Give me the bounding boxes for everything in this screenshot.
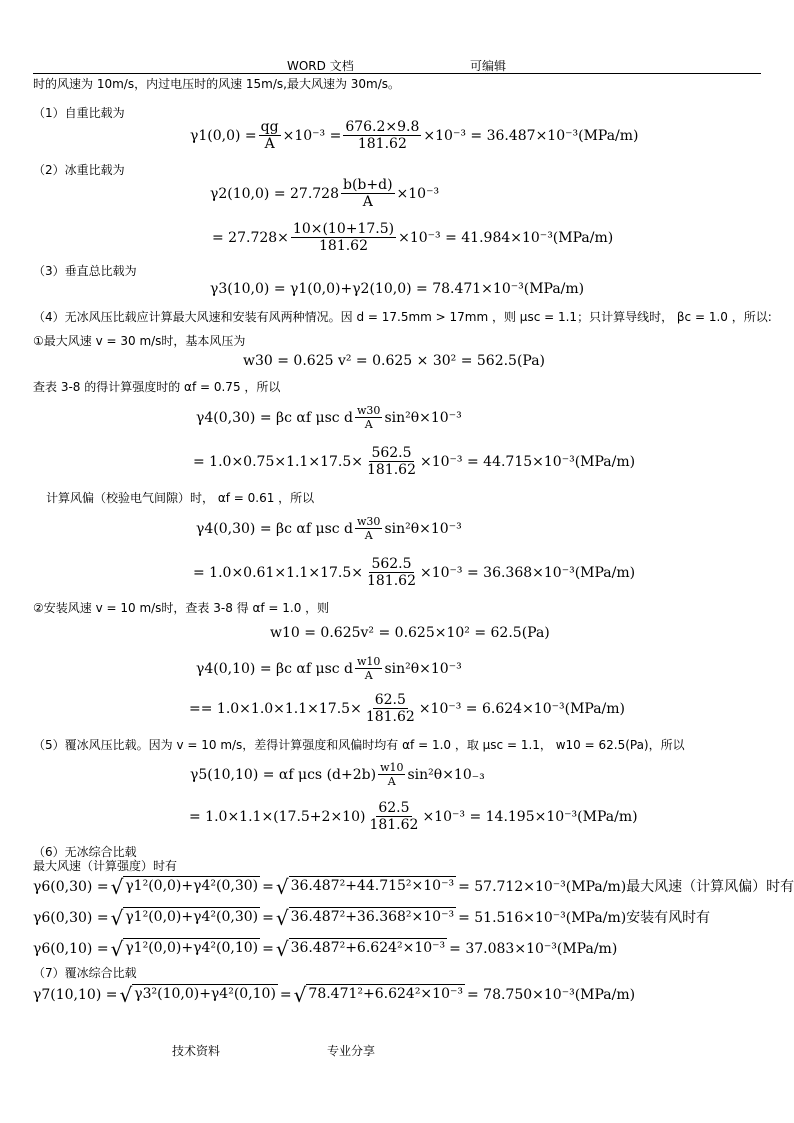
eq9b-den: 181.62 bbox=[369, 817, 419, 833]
eq8b-num: 62.5 bbox=[374, 692, 406, 708]
eq6b-num: 562.5 bbox=[371, 556, 412, 572]
equation-6b bbox=[193, 557, 635, 588]
eq1-mid: ×10⁻³ = bbox=[282, 127, 342, 144]
eq12-rhs: = 37.083×10⁻³(MPa/m) bbox=[449, 941, 618, 957]
eq5b-rhs: ×10⁻³ = 44.715×10⁻³(MPa/m) bbox=[419, 453, 636, 470]
section-5-heading: （5）覆冰风压比载。因为 v = 10 m/s，差得计算强度和风偏时均有 αf = 1.0 ，取 μsc = 1.1， w10 = 62.5(Pa)，所以 bbox=[33, 738, 685, 752]
eq13-sqrt-2: √ 78.471²+6.624²×10⁻³ bbox=[293, 983, 463, 1007]
eq10-eq: = bbox=[262, 879, 274, 895]
equation-2b bbox=[212, 222, 613, 253]
eq8b-lhs: == 1.0×1.0×1.1×17.5× bbox=[189, 700, 362, 717]
eq6b-den: 181.62 bbox=[366, 573, 416, 589]
eq11-rhs: = 51.516×10⁻³(MPa/m)安装有风时有 bbox=[458, 910, 711, 926]
eq8-frac bbox=[355, 656, 382, 681]
section-3-heading: （3）垂直总比载为 bbox=[33, 264, 137, 278]
eq9-num: w10 bbox=[380, 761, 404, 774]
eq11-radicand-1: γ1²(0,0)+γ4²(0,30) bbox=[123, 907, 260, 929]
header-divider bbox=[33, 73, 761, 74]
eq6b-lhs: = 1.0×0.61×1.1×17.5× bbox=[193, 564, 363, 581]
section-6a-heading: 最大风速（计算强度）时有 bbox=[33, 859, 178, 873]
wind-bias-line: 计算风偏（校验电气间隙）时， αf = 0.61 ，所以 bbox=[46, 491, 315, 505]
equation-8b bbox=[189, 693, 625, 724]
eq8-lhs: γ4(0,10) = βc αf μsc d bbox=[196, 660, 354, 677]
section-2-heading: （2）冰重比载为 bbox=[33, 163, 125, 177]
equation-7: w10 = 0.625v² = 0.625×10² = 62.5(Pa) bbox=[270, 625, 550, 641]
eq2-den-1: A bbox=[362, 194, 373, 210]
eq10-radicand-2: 36.487²+44.715²×10⁻³ bbox=[289, 876, 456, 898]
eq6-num: w30 bbox=[357, 515, 381, 528]
eq9-tail: sin²θ×10₋₃ bbox=[407, 766, 485, 783]
eq8b-frac bbox=[364, 693, 417, 724]
eq6-den: A bbox=[364, 529, 373, 542]
eq9b-frac bbox=[367, 801, 420, 832]
eq9-den: A bbox=[387, 775, 396, 788]
equation-9a bbox=[190, 762, 485, 787]
eq1-den-2: 181.62 bbox=[357, 136, 407, 152]
header-left: WORD 文档 bbox=[287, 59, 354, 73]
footer-left: 技术资料 bbox=[172, 1044, 221, 1058]
eq11-lhs: γ6(0,30) = bbox=[33, 910, 109, 926]
footer-right: 专业分享 bbox=[327, 1044, 376, 1058]
equation-4: w30 = 0.625 v² = 0.625 × 30² = 562.5(Pa) bbox=[243, 353, 546, 369]
equation-5a bbox=[196, 405, 462, 430]
eq10-sqrt-1: √ γ1²(0,0)+γ4²(0,30) bbox=[110, 875, 259, 899]
eq11-sqrt-1: √ γ1²(0,0)+γ4²(0,30) bbox=[110, 906, 259, 930]
eq6-tail: sin²θ×10⁻³ bbox=[384, 520, 462, 537]
equation-9b bbox=[189, 801, 638, 832]
eq11-radicand-2: 36.487²+36.368²×10⁻³ bbox=[289, 907, 456, 929]
eq2-lhs: γ2(10,0) = 27.728 bbox=[210, 185, 339, 202]
table38-line: 查表 3-8 的得计算强度时的 αf = 0.75 ，所以 bbox=[33, 380, 281, 394]
eq10-lhs: γ6(0,30) = bbox=[33, 879, 109, 895]
eq2b-den: 181.62 bbox=[319, 238, 368, 254]
equation-12 bbox=[33, 938, 617, 960]
eq6-frac bbox=[355, 516, 382, 541]
eq12-radicand-1: γ1²(0,0)+γ4²(0,10) bbox=[123, 938, 260, 960]
eq1-num-2: 676.2×9.8 bbox=[345, 119, 420, 135]
eq13-radicand-1: γ3²(10,0)+γ4²(0,10) bbox=[132, 984, 278, 1006]
equation-1 bbox=[190, 120, 639, 151]
eq11-eq: = bbox=[262, 910, 274, 926]
eq2-num-1: b(b+d) bbox=[343, 177, 393, 193]
eq6b-frac bbox=[365, 557, 418, 588]
eq5b-den: 181.62 bbox=[366, 462, 416, 478]
eq2b-frac bbox=[291, 222, 396, 253]
install-line: ②安装风速 v = 10 m/s时，查表 3-8 得 αf = 1.0 ，则 bbox=[33, 601, 330, 615]
eq12-eq: = bbox=[262, 941, 274, 957]
eq13-rhs: = 78.750×10⁻³(MPa/m) bbox=[466, 987, 636, 1003]
eq1-frac-1 bbox=[259, 120, 281, 151]
eq8b-den: 181.62 bbox=[365, 709, 415, 725]
eq8-den: A bbox=[364, 669, 373, 682]
equation-6a bbox=[196, 516, 462, 541]
equation-5b bbox=[193, 446, 635, 477]
eq1-den-1: A bbox=[264, 136, 275, 152]
section-1-heading: （1）自重比载为 bbox=[33, 106, 125, 120]
eq8b-rhs: ×10⁻³ = 6.624×10⁻³(MPa/m) bbox=[418, 700, 626, 717]
eq9b-lhs: = 1.0×1.1×(17.5+2×10) bbox=[189, 808, 366, 825]
eq8-tail: sin²θ×10⁻³ bbox=[384, 660, 462, 677]
eq9b-rhs: ×10⁻³ = 14.195×10⁻³(MPa/m) bbox=[422, 808, 638, 825]
eq1-rhs: ×10⁻³ = 36.487×10⁻³(MPa/m) bbox=[423, 127, 639, 144]
eq12-sqrt-2: √ 36.487²+6.624²×10⁻³ bbox=[275, 937, 446, 961]
eq5-tail: sin²θ×10⁻³ bbox=[384, 409, 462, 426]
eq13-sqrt-1: √ γ3²(10,0)+γ4²(0,10) bbox=[119, 983, 276, 1007]
eq2b-num: 10×(10+17.5) bbox=[292, 221, 395, 237]
eq12-radicand-2: 36.487²+6.624²×10⁻³ bbox=[289, 938, 448, 960]
section-4a-heading: ①最大风速 v = 30 m/s时，基本风压为 bbox=[33, 334, 246, 348]
eq9b-num: 62.5 bbox=[378, 800, 410, 816]
eq1-num-1: qg bbox=[260, 119, 279, 135]
eq6b-rhs: ×10⁻³ = 36.368×10⁻³(MPa/m) bbox=[419, 564, 636, 581]
eq9-frac bbox=[378, 762, 405, 787]
eq1-lhs: γ1(0,0) = bbox=[190, 127, 257, 144]
eq5b-frac bbox=[365, 446, 418, 477]
eq2b-lhs: = 27.728× bbox=[212, 229, 289, 246]
equation-3: γ3(10,0) = γ1(0,0)+γ2(10,0) = 78.471×10⁻³(MPa/m) bbox=[210, 281, 585, 297]
eq12-lhs: γ6(0,10) = bbox=[33, 941, 109, 957]
section-6-heading: （6）无冰综合比载 bbox=[33, 845, 137, 859]
equation-8a bbox=[196, 656, 462, 681]
eq9-lhs: γ5(10,10) = αf μcs (d+2b) bbox=[190, 766, 377, 783]
eq2-tail: ×10⁻³ bbox=[396, 185, 440, 202]
equation-11 bbox=[33, 907, 710, 929]
eq12-sqrt-1: √ γ1²(0,0)+γ4²(0,10) bbox=[110, 937, 259, 961]
eq5-den: A bbox=[364, 418, 373, 431]
eq13-radicand-2: 78.471²+6.624²×10⁻³ bbox=[306, 984, 465, 1006]
eq8-num: w10 bbox=[357, 655, 381, 668]
eq5-lhs: γ4(0,30) = βc αf μsc d bbox=[196, 409, 354, 426]
eq11-sqrt-2: √ 36.487²+36.368²×10⁻³ bbox=[275, 906, 455, 930]
eq5b-num: 562.5 bbox=[371, 445, 412, 461]
eq13-eq: = bbox=[279, 987, 292, 1003]
equation-2a bbox=[210, 178, 439, 209]
intro-line: 时的风速为 10m/s，内过电压时的风速 15m/s,最大风速为 30m/s。 bbox=[33, 77, 401, 91]
eq2b-rhs: ×10⁻³ = 41.984×10⁻³(MPa/m) bbox=[398, 229, 614, 246]
section-4-heading: （4）无冰风压比载应计算最大风速和安装有风两种情况。因 d = 17.5mm > 17mm ，则 μsc = 1.1；只计算导线时， βc = 1.0 ，所以: bbox=[33, 310, 772, 324]
section-7-heading: （7）覆冰综合比载 bbox=[33, 966, 137, 980]
header-right: 可编辑 bbox=[470, 59, 507, 73]
eq13-lhs: γ7(10,10) = bbox=[33, 987, 118, 1003]
eq2-frac-1 bbox=[341, 178, 395, 209]
eq10-rhs: = 57.712×10⁻³(MPa/m)最大风速（计算风偏）时有 bbox=[458, 879, 794, 895]
eq5-frac bbox=[355, 405, 382, 430]
equation-13 bbox=[33, 984, 635, 1006]
eq5-num: w30 bbox=[357, 404, 381, 417]
eq10-sqrt-2: √ 36.487²+44.715²×10⁻³ bbox=[275, 875, 455, 899]
eq6-lhs: γ4(0,30) = βc αf μsc d bbox=[196, 520, 354, 537]
equation-10 bbox=[33, 876, 794, 898]
eq10-radicand-1: γ1²(0,0)+γ4²(0,30) bbox=[123, 876, 260, 898]
eq5b-lhs: = 1.0×0.75×1.1×17.5× bbox=[193, 453, 363, 470]
eq1-frac-2 bbox=[343, 120, 421, 151]
